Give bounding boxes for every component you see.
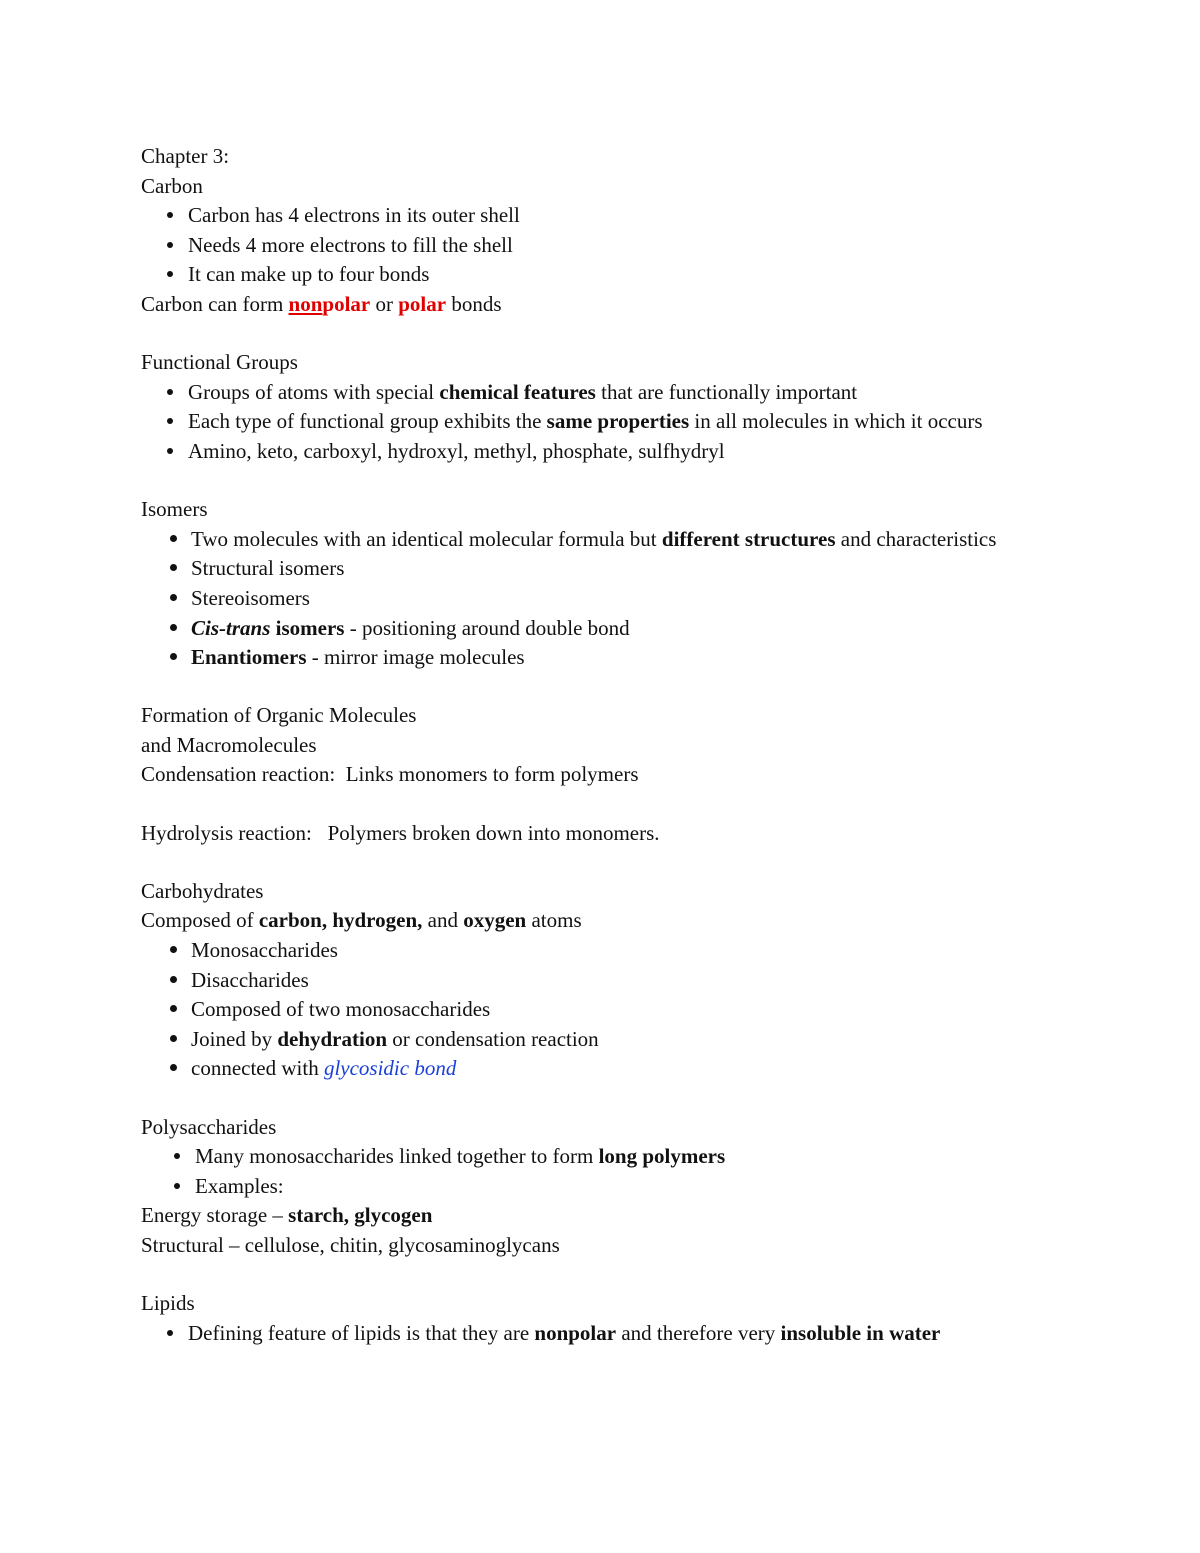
notes-body [141,142,1061,1348]
functional-groups-list [141,378,1061,467]
section-heading-carbon: Carbon [141,173,203,198]
lipids-list [141,1319,1061,1349]
list-item: Many monosaccharides linked together to form long polymers [195,1142,1061,1172]
section-heading-polysaccharides: Polysaccharides [141,1114,277,1139]
carbohydrates-composition: Composed of carbon, hydrogen, and oxygen atoms [141,908,582,933]
list-item: Needs 4 more electrons to fill the shell [188,231,1061,261]
list-item: Structural isomers [191,554,1061,584]
energy-storage-line: Energy storage – starch, glycogen [141,1203,433,1228]
section-heading-lipids: Lipids [141,1291,195,1316]
list-item: Monosaccharides [191,936,1061,966]
list-item: Joined by dehydration or condensation reaction [191,1025,1061,1055]
section-heading-formation-cont: and Macromolecules [141,732,317,757]
list-item: Amino, keto, carboxyl, hydroxyl, methyl, phosphate, sulfhydryl [188,437,1061,467]
list-item: Two molecules with an identical molecular formula but different structures and characteristics [191,525,1061,555]
list-item: Cis-trans isomers - positioning around double bond [191,614,1061,644]
hydrolysis-line: Hydrolysis reaction: Polymers broken down into monomers. [141,820,660,845]
isomers-list [141,525,1061,673]
list-item: It can make up to four bonds [188,260,1061,290]
glycosidic-bond-term: glycosidic bond [323,1056,457,1081]
carbon-list [141,201,1061,290]
list-item: Each type of functional group exhibits the same properties in all molecules in which it occurs [188,407,1061,437]
section-heading-isomers: Isomers [141,497,208,522]
list-item: Defining feature of lipids is that they are nonpolar and therefore very insoluble in water [188,1319,1061,1349]
section-heading-functional-groups: Functional Groups [141,350,298,375]
chapter-title: Chapter 3: [141,144,230,168]
section-heading-carbohydrates: Carbohydrates [141,878,264,903]
list-item: Stereoisomers [191,584,1061,614]
list-item: Carbon has 4 electrons in its outer shell [188,201,1061,231]
carbohydrates-list [141,936,1061,1084]
list-item: Examples: [195,1172,1061,1202]
list-item: Disaccharides [191,966,1061,996]
list-item: Composed of two monosaccharides [191,995,1061,1025]
section-heading-formation: Formation of Organic Molecules [141,703,417,728]
polysaccharides-list [141,1142,1061,1201]
list-item: Enantiomers - mirror image molecules [191,643,1061,673]
underlined-term: non [288,291,323,316]
list-item: Groups of atoms with special chemical features that are functionally important [188,378,1061,408]
condensation-line: Condensation reaction: Links monomers to form polymers [141,762,639,787]
structural-line: Structural – cellulose, chitin, glycosaminoglycans [141,1232,560,1257]
carbon-bonds-line: Carbon can form nonpolar or polar bonds [141,291,502,316]
list-item: connected with glycosidic bond [191,1054,1061,1084]
